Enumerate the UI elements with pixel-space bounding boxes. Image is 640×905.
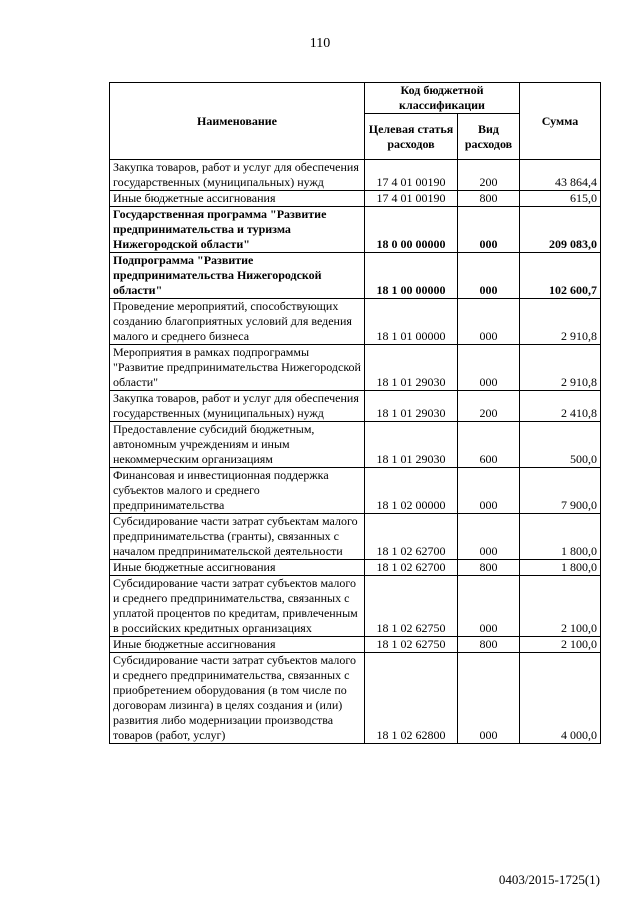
- table-row: [110, 637, 601, 653]
- table-body: [110, 160, 601, 744]
- cell-sum: 2 410,8: [520, 391, 601, 422]
- table-row: [110, 653, 601, 744]
- cell-sum: 209 083,0: [520, 207, 601, 253]
- cell-sum: 1 800,0: [520, 514, 601, 560]
- cell-type: 000: [458, 253, 520, 299]
- table-row: [110, 514, 601, 560]
- cell-name: Государственная программа "Развитие предпринимательства и туризма Нижегородской области": [110, 207, 365, 253]
- cell-code: 18 1 02 62750: [365, 637, 458, 653]
- cell-name: Предоставление субсидий бюджетным, автономным учреждениям и иным некоммерческим организациям: [110, 422, 365, 468]
- cell-sum: 7 900,0: [520, 468, 601, 514]
- table-row: [110, 299, 601, 345]
- cell-name: Подпрограмма "Развитие предпринимательства Нижегородской области": [110, 253, 365, 299]
- cell-type: 200: [458, 391, 520, 422]
- cell-name: Иные бюджетные ассигнования: [110, 191, 365, 207]
- table-row: [110, 345, 601, 391]
- cell-sum: 1 800,0: [520, 560, 601, 576]
- table-row: [110, 191, 601, 207]
- cell-code: 18 1 01 29030: [365, 345, 458, 391]
- cell-type: 000: [458, 345, 520, 391]
- cell-name: Иные бюджетные ассигнования: [110, 560, 365, 576]
- cell-sum: 615,0: [520, 191, 601, 207]
- cell-name: Иные бюджетные ассигнования: [110, 637, 365, 653]
- cell-name: Субсидирование части затрат субъектов малого и среднего предпринимательства, связанных с приобретением оборудования (в том числе по договорам лизинга) в целях создания и (или) развития либо модернизации производства товаров (работ, услуг): [110, 653, 365, 744]
- cell-sum: 43 864,4: [520, 160, 601, 191]
- table-row: [110, 468, 601, 514]
- cell-type: 800: [458, 560, 520, 576]
- cell-code: 18 1 01 29030: [365, 391, 458, 422]
- cell-code: 18 1 02 62700: [365, 560, 458, 576]
- cell-name: Закупка товаров, работ и услуг для обеспечения государственных (муниципальных) нужд: [110, 160, 365, 191]
- cell-code: 17 4 01 00190: [365, 191, 458, 207]
- cell-code: 18 1 02 62750: [365, 576, 458, 637]
- cell-name: Субсидирование части затрат субъектам малого предпринимательства (гранты), связанных с началом предпринимательской деятельности: [110, 514, 365, 560]
- cell-type: 000: [458, 514, 520, 560]
- table-row: [110, 391, 601, 422]
- cell-code: 18 1 01 00000: [365, 299, 458, 345]
- cell-type: 200: [458, 160, 520, 191]
- cell-sum: 2 100,0: [520, 576, 601, 637]
- cell-type: 000: [458, 576, 520, 637]
- table-row: [110, 576, 601, 637]
- document-number: 0403/2015-1725(1): [498, 872, 600, 887]
- cell-type: 800: [458, 637, 520, 653]
- cell-sum: 2 910,8: [520, 299, 601, 345]
- header-name: Наименование: [110, 83, 365, 160]
- table-row: [110, 560, 601, 576]
- cell-code: 18 1 02 62800: [365, 653, 458, 744]
- cell-sum: 102 600,7: [520, 253, 601, 299]
- cell-type: 600: [458, 422, 520, 468]
- table-row: [110, 160, 601, 191]
- cell-code: 18 1 02 00000: [365, 468, 458, 514]
- cell-name: Субсидирование части затрат субъектов малого и среднего предпринимательства, связанных с уплатой процентов по кредитам, привлеченным в российских кредитных организациях: [110, 576, 365, 637]
- cell-type: 000: [458, 653, 520, 744]
- header-type: Вид расходов: [458, 114, 520, 160]
- budget-table: [109, 82, 601, 744]
- cell-type: 000: [458, 207, 520, 253]
- cell-name: Закупка товаров, работ и услуг для обеспечения государственных (муниципальных) нужд: [110, 391, 365, 422]
- table-row: [110, 207, 601, 253]
- table-header-row: [110, 83, 601, 114]
- cell-code: 18 1 00 00000: [365, 253, 458, 299]
- page-number: 110: [309, 36, 331, 51]
- cell-name: Мероприятия в рамках подпрограммы "Развитие предпринимательства Нижегородской области": [110, 345, 365, 391]
- cell-code: 18 0 00 00000: [365, 207, 458, 253]
- header-target: Целевая статья расходов: [365, 114, 458, 160]
- cell-sum: 2 910,8: [520, 345, 601, 391]
- header-code-group: Код бюджетной классификации: [365, 83, 520, 114]
- cell-code: 18 1 01 29030: [365, 422, 458, 468]
- cell-type: 000: [458, 468, 520, 514]
- cell-sum: 4 000,0: [520, 653, 601, 744]
- cell-sum: 2 100,0: [520, 637, 601, 653]
- cell-code: 18 1 02 62700: [365, 514, 458, 560]
- header-sum: Сумма: [520, 83, 601, 160]
- cell-code: 17 4 01 00190: [365, 160, 458, 191]
- cell-type: 000: [458, 299, 520, 345]
- cell-type: 800: [458, 191, 520, 207]
- cell-sum: 500,0: [520, 422, 601, 468]
- table-row: [110, 253, 601, 299]
- cell-name: Финансовая и инвестиционная поддержка субъектов малого и среднего предпринимательства: [110, 468, 365, 514]
- cell-name: Проведение мероприятий, способствующих созданию благоприятных условий для ведения малого и среднего бизнеса: [110, 299, 365, 345]
- table-row: [110, 422, 601, 468]
